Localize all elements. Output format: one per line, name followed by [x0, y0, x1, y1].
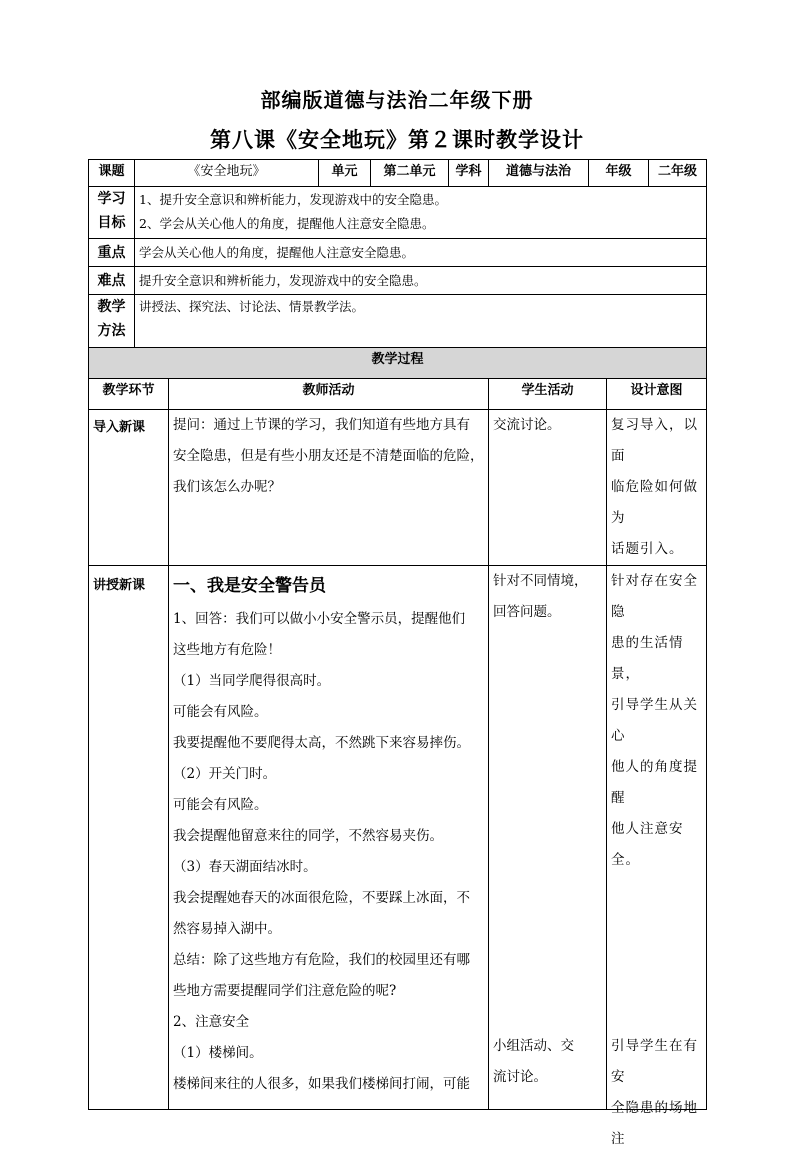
intro-teacher-line: 我们该怎么办呢？ [173, 479, 281, 495]
header-stage: 教学环节 [89, 379, 169, 410]
lecture-line: 2、注意安全 [173, 1014, 250, 1030]
intro-teacher-line: 提问：通过上节课的学习，我们知道有些地方具有 [173, 417, 470, 433]
goals-row [89, 187, 707, 239]
goals-label [89, 187, 135, 239]
process-header-row [89, 379, 707, 410]
lecture-line: （1）当同学爬得很高时。 [173, 673, 331, 689]
method-label [89, 295, 135, 348]
method-text: 讲授法、探究法、讨论法、情景教学法。 [135, 295, 707, 348]
process-title: 教学过程 [89, 348, 707, 379]
lecture-line: （3）春天湖面结冰时。 [173, 859, 317, 875]
lecture-line: 可能会有风险。 [173, 797, 268, 813]
topic-value: 《安全地玩》 [135, 160, 319, 187]
method-label-2: 方法 [97, 323, 126, 339]
goals-label-1: 学习 [97, 191, 126, 207]
lecture-student [489, 566, 607, 1110]
goals-text [135, 187, 707, 239]
lecture-student-line: 小组活动、交 [493, 1038, 575, 1054]
unit-label: 单元 [319, 160, 371, 187]
header-teacher: 教师活动 [169, 379, 489, 410]
lecture-line: 这些地方有危险！ [173, 642, 281, 658]
lecture-student-line: 针对不同情境， [493, 573, 588, 589]
document-title: 部编版道德与法治二年级下册 [260, 88, 534, 112]
lecture-line: 可能会有风险。 [173, 704, 268, 720]
document-subtitle: 第八课《安全地玩》第２课时教学设计 [210, 127, 584, 152]
lecture-student-line: 流讨论。 [493, 1069, 548, 1085]
difficulty-text: 提升安全意识和辨析能力，发现游戏中的安全隐患。 [135, 267, 707, 295]
lecture-line: 楼梯间来往的人很多，如果我们楼梯间打闹，可能 [173, 1076, 470, 1092]
header-intent: 设计意图 [607, 379, 707, 410]
goal-line-2: 2、学会从关心他人的角度，提醒他人注意安全隐患。 [139, 216, 435, 231]
topic-label: 课题 [89, 160, 135, 187]
key-row [89, 239, 707, 267]
difficulty-row [89, 267, 707, 295]
method-row [89, 295, 707, 348]
key-text: 学会从关心他人的角度，提醒他人注意安全隐患。 [135, 239, 707, 267]
grade-value: 二年级 [649, 160, 707, 187]
process-title-row [89, 348, 707, 379]
intro-student [489, 410, 607, 566]
lecture-stage: 讲授新课 [89, 566, 169, 1110]
difficulty-label: 难点 [89, 267, 135, 295]
lecture-line: （1）楼梯间。 [173, 1045, 263, 1061]
lecture-line: 我会提醒她春天的冰面很危险，不要踩上冰面，不 [173, 890, 470, 906]
intro-row [89, 410, 707, 566]
lecture-line: 我会提醒他留意来往的同学，不然容易夹伤。 [173, 828, 443, 844]
lecture-line: （2）开关门时。 [173, 766, 277, 782]
intro-intent-line: 话题引入。 [611, 541, 684, 557]
lecture-intent-line: 全隐患的场地注 [611, 1100, 699, 1147]
intro-teacher-line: 安全隐患，但是有些小朋友还是不清楚面临的危险， [173, 448, 484, 464]
lecture-student-line: 回答问题。 [493, 604, 561, 620]
goals-label-2: 目标 [97, 215, 126, 231]
lecture-line: 我要提醒他不要爬得太高，不然跳下来容易摔伤。 [173, 735, 470, 751]
goal-line-1: 1、提升安全意识和辨析能力，发现游戏中的安全隐患。 [139, 192, 447, 207]
lecture-row [89, 566, 707, 1110]
intro-intent-line: 临危险如何做为 [611, 479, 699, 526]
unit-value: 第二单元 [371, 160, 449, 187]
lecture-line: 些地方需要提醒同学们注意危险的呢? [173, 983, 397, 999]
lecture-intent-group [611, 1031, 706, 1155]
lesson-plan-table [88, 159, 707, 1147]
lecture-intent-line: 患的生活情景， [611, 635, 684, 682]
lecture-teacher [169, 566, 489, 1110]
intro-intent [607, 410, 707, 566]
lecture-line: 然容易掉入湖中。 [173, 921, 281, 937]
lecture-student-group [493, 1031, 574, 1093]
info-row [89, 160, 707, 187]
lecture-intent-line: 他人的角度提醒 [611, 759, 699, 806]
key-label: 重点 [89, 239, 135, 267]
lecture-line: 总结：除了这些地方有危险，我们的校园里还有哪 [173, 952, 470, 968]
subject-value: 道德与法治 [489, 160, 589, 187]
lecture-heading: 一、我是安全警告员 [173, 576, 326, 596]
subject-label: 学科 [449, 160, 489, 187]
intro-stage: 导入新课 [89, 410, 169, 566]
header-student: 学生活动 [489, 379, 607, 410]
lecture-intent-line: 针对存在安全隐 [611, 573, 699, 620]
method-label-1: 教学 [97, 299, 126, 315]
grade-label: 年级 [589, 160, 649, 187]
lecture-line: 1、回答：我们可以做小小安全警示员，提醒他们 [173, 611, 466, 627]
intro-intent-line: 复习导入，以面 [611, 417, 699, 464]
lecture-intent-line: 引导学生从关心 [611, 697, 699, 744]
intro-teacher [169, 410, 489, 566]
lecture-intent-line: 引导学生在有安 [611, 1038, 699, 1085]
lecture-intent-line: 他人注意安全。 [611, 821, 684, 868]
lecture-intent [607, 566, 707, 1147]
intro-student-line: 交流讨论。 [493, 417, 561, 433]
